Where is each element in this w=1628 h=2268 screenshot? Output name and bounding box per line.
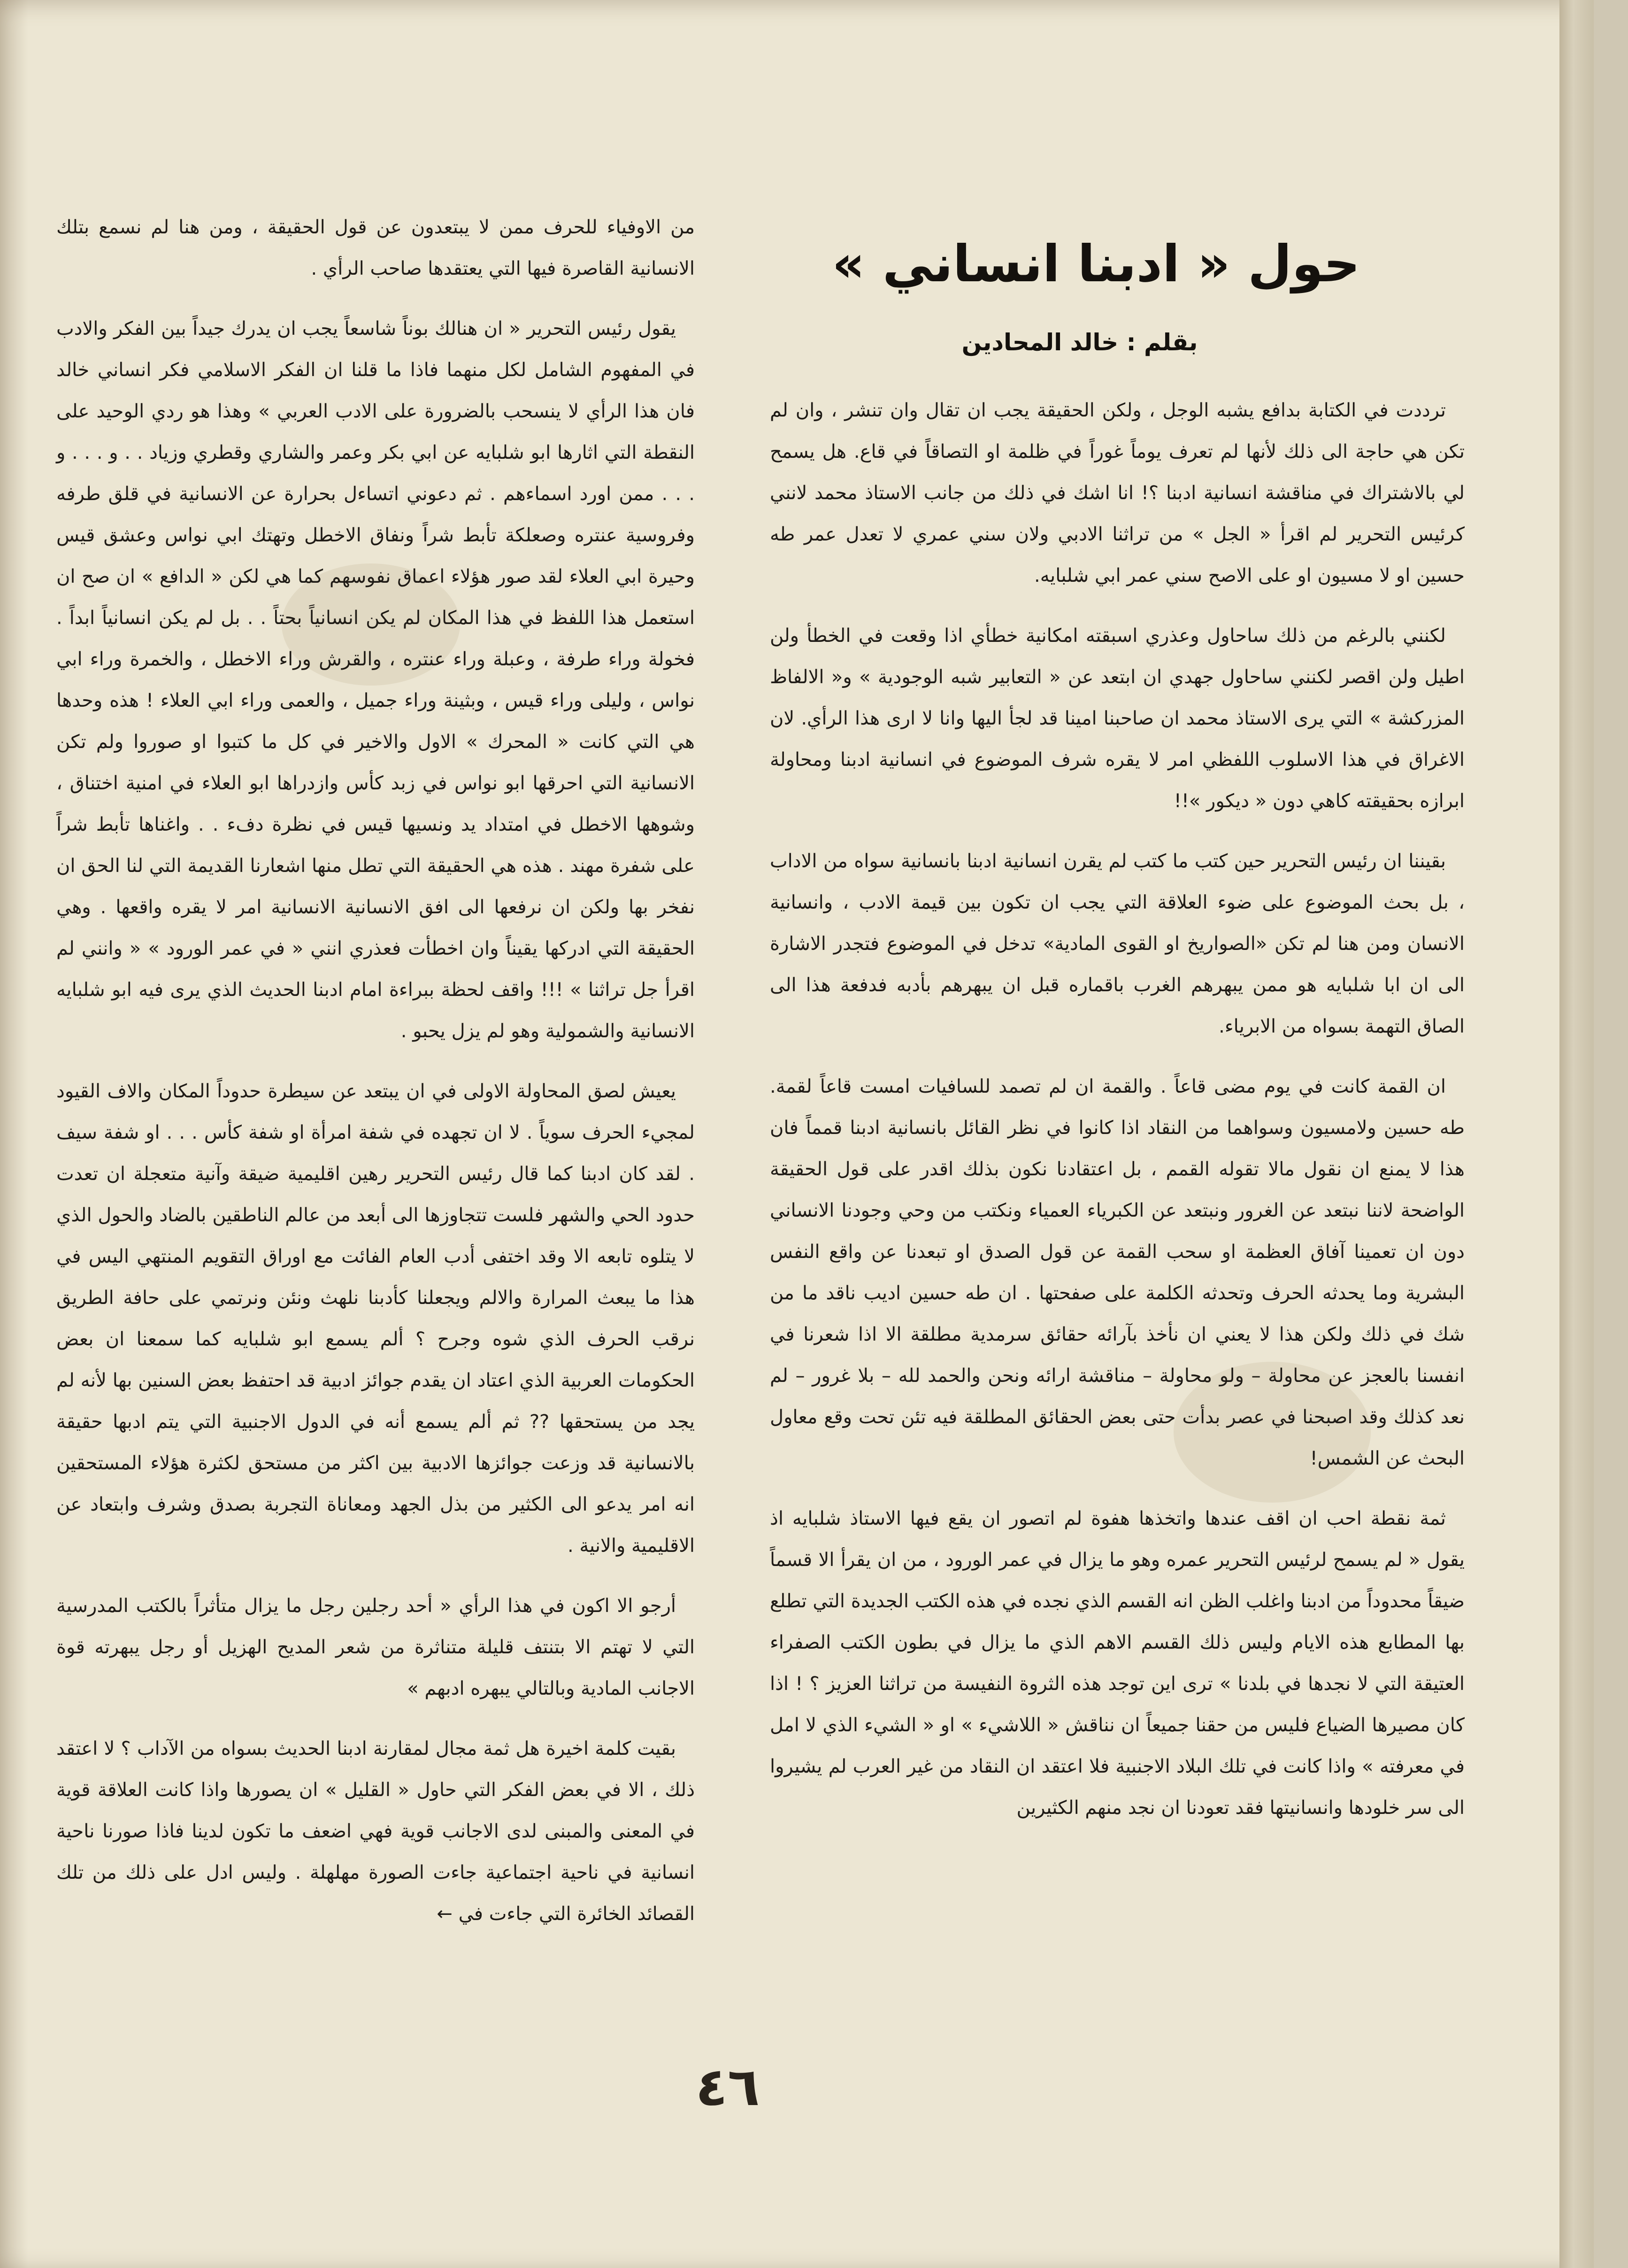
binding-shadow (0, 0, 28, 2268)
paragraph: بقيت كلمة اخيرة هل ثمة مجال لمقارنة ادبنا الحديث بسواه من الآداب ؟ لا اعتقد ذلك ، الا في بعض الفكر التي حاول « القليل » ان يصورها واذا كانت العلاقة قوية في المعنى والمبنى لدى الاجانب قوية فهي اضعف ما تكون لدينا فاذا صورنا ناحية انسانية في ناحية اجتماعية جاءت الصورة مهلهلة . وليس ادل على ذلك من تلك القصائد الخائرة التي جاءت في ← (56, 1738, 695, 1925)
paragraph: أرجو الا اكون في هذا الرأي « أحد رجلين رجل ما يزال متأثراً بالكتب المدرسية التي لا تهتم الا بتنتف قليلة متناثرة من شعر المديح الهزيل أو رجل يبهرته قوة الاجانب المادية وبالتالي يبهره ادبهم » (56, 1595, 695, 1699)
paragraph: من الاوفياء للحرف ممن لا يبتعدون عن قول الحقيقة ، ومن هنا لم نسمع بتلك الانسانية القاصرة فيها التي يعتقدها صاحب الرأي . (56, 216, 695, 279)
page-edge (1559, 0, 1594, 2268)
paragraph: لكنني بالرغم من ذلك ساحاول وعذري اسبقته امكانية خطأي اذا وقعت في الخطأ ولن اطيل ولن اقصر لكنني ساحاول جهدي ان ابتعد عن « التعابير شبه الوجودية » و« الالفاظ المزركشة » التي يرى الاستاذ محمد ان صاحبنا امينا قد لجأ اليها وانا لا ارى هذا الرأي. لان الاغراق في هذا الاسلوب اللفظي امر لا يقره شرف الموضوع في انسانية ادبنا ومحاولة ابرازه بحقيقته كاهي دون « ديكور »!! (770, 625, 1465, 812)
left-column (56, 207, 695, 1953)
paragraph: ترددت في الكتابة بدافع يشبه الوجل ، ولكن الحقيقة يجب ان تقال وان تنشر ، وان لم تكن هي حاجة الى ذلك لأنها لم تعرف يوماً غوراً في ظلمة او التصاقاً في قاع. هل يسمح لي بالاشتراك في مناقشة انسانية ادبنا ؟! انا اشك في ذلك من جانب الاستاذ محمد لانني كرئيس التحرير لم اقرأ « الجل » من تراثنا الادبي ولان سني عمري لا تعدل عمر طه حسين او لا مسيون او على الاصح سني عمر ابي شلبايه. (770, 400, 1465, 586)
article-title: حول « ادبنا انساني » (832, 235, 1360, 293)
paragraph: يعيش لصق المحاولة الاولى في ان يبتعد عن سيطرة حدوداً المكان والاف القيود لمجيء الحرف سوياً . لا ان تجهده في شفة امرأة او شفة كأس . . . او شفة سيف . لقد كان ادبنا كما قال رئيس التحرير رهين اقليمية ضيقة وآنية متعجلة ان تعدت حدود الحي والشهر فلست تتجاوزها الى أبعد من عالم الناطقين بالضاد والحول الذي لا يتلوه تابعه الا وقد اختفى أدب العام الفائت مع اوراق التقويم المنتهي اليس في هذا ما يبعث المرارة والالم ويجعلنا كأدبنا نلهث ونئن ونرتمي على حافة الطريق نرقب الحرف الذي شوه وجرح ؟ ألم يسمع ابو شلبايه كما سمعنا ان بعض الحكومات العربية الذي اعتاد ان يقدم جوائز ادبية قد احتفظ بعض السنين بها لأنه لم يجد من يستحقها ?? ثم ألم يسمع أنه في الدول الاجنبية التي يتم ادبها حقيقة بالانسانية قد وزعت جوائزها الادبية بين اكثر من مستحق لكثرة هؤلاء المستحقين انه امر يدعو الى الكثير من بذل الجهد ومعاناة التجربة بصدق وشرف وابتعاد عن الاقليمية والانية . (56, 1080, 695, 1557)
paragraph: يقول رئيس التحرير « ان هنالك بوناً شاسعاً يجب ان يدرك جيداً بين الفكر والادب في المفهوم الشامل لكل منهما فاذا ما قلنا ان الفكر الاسلامي فكر انساني خالد فان هذا الرأي لا ينسحب بالضرورة على الادب العربي » وهذا هو ردي الوحيد على النقطة التي اثارها ابو شلبايه عن ابي بكر وعمر والشاري وقطري وزياد . . و . . . و . . . ممن اورد اسماءهم . ثم دعوني اتساءل بحرارة عن الانسانية في قلق طرفه وفروسية عنتره وصعلكة تأبط شراً ونفاق الاخطل وتهتك ابي نواس وعشق قيس وحيرة ابي العلاء لقد صور هؤلاء اعماق نفوسهم كما هي لكن « الدافع » ان صح ان استعمل هذا اللفظ في هذا المكان لم يكن انسانياً بحتاً . . بل لم يكن انسانياً ابداً . فخولة وراء طرفة ، وعبلة وراء عنتره ، والقرش وراء الاخطل ، والخمرة وراء ابي نواس ، وليلى وراء قيس ، وبثينة وراء جميل ، والعمى وراء ابي العلاء ! هذه وحدها هي التي كانت « المحرك » الاول والاخير في كل ما كتبوا او صوروا ولم تكن الانسانية التي احرقها ابو نواس في زبد كأس وازدراها ابو العلاء في امنية اختناق ، وشوهها الاخطل في امتداد يد ونسيها قيس في نظرة دفء . . واغناها تأبط شراً على شفرة مهند . هذه هي الحقيقة التي تطل منها اشعارنا القديمة التي لنا الحق ان نفخر بها ولكن ان نرفعها الى افق الانسانية الانسانية امر لا يقره واقعها . وهي الحقيقة التي ادركها يقيناً وان اخطأت فعذري انني « في عمر الورود » « وانني لم اقرأ جل تراثنا » !!! واقف لحظة ببراءة امام ادبنا الحديث الذي يرى فيه ابو شلبايه الانسانية والشمولية وهو لم يزل يحبو . (56, 318, 695, 1042)
article-byline: بقلم : خالد المحادين (961, 329, 1198, 356)
paragraph: ان القمة كانت في يوم مضى قاعاً . والقمة ان لم تصمد للسافيات امست قاعاً لقمة. طه حسين ولامسيون وسواهما من النقاد اذا كانوا في نظر القائل بانسانية ادبنا قمماً فان هذا لا يمنع ان نقول مالا تقوله القمم ، بل اعتقادنا نكون بذلك اقدر على قول الحقيقة الواضحة لاننا نبتعد عن الغرور ونبتعد عن الكبرياء العمياء ونكتب من وحي وجودنا الانساني دون ان تعمينا آفاق العظمة او سحب القمة عن قول الصدق او تبعدنا عن واقع النفس البشرية وما يحدثه الحرف وتحدثه الكلمة على صفحتها . ان طه حسين اديب ناقد ما من شك في ذلك ولكن هذا لا يعني ان نأخذ بآرائه حقائق سرمدية مطلقة الا اذا شعرنا في انفسنا بالعجز عن محاولة – ولو محاولة – مناقشة ارائه ونحن والحمد لله – بلا غرور – لم نعد كذلك وقد اصبحنا في عصر بدأت حتى بعض الحقائق المطلقة فيه تئن تحت وقع معاول البحث عن الشمس! (770, 1076, 1465, 1469)
right-column (770, 390, 1465, 1847)
paragraph: ثمة نقطة احب ان اقف عندها واتخذها هفوة لم اتصور ان يقع فيها الاستاذ شلبايه اذ يقول « لم يسمح لرئيس التحرير عمره وهو ما يزال في عمر الورود ، من ان يقرأ الا قسماً ضيقاً محدوداً من ادبنا واغلب الظن انه القسم الذي نجده في هذه الكتب الجديدة التي تطلع بها المطابع هذه الايام وليس ذلك القسم الاهم الذي ما يزال في بطون الكتب الصفراء العتيقة التي لا نجدها في بلدنا » ترى اين توجد هذه الثروة النفيسة من تراثنا العزيز ؟ ! اذا كان مصيرها الضياع فليس من حقنا جميعاً ان نناقش « اللاشيء » او « الشيء الذي لا امل في معرفته » واذا كانت في تلك البلاد الاجنبية فلا اعتقد ان النقاد من غير العرب لم يشيروا الى سر خلودها وانسانيتها فقد تعودنا ان نجد منهم الكثيرين (770, 1508, 1465, 1819)
paragraph: بقيننا ان رئيس التحرير حين كتب ما كتب لم يقرن انسانية ادبنا بانسانية سواه من الاداب ، بل بحث الموضوع على ضوء العلاقة التي يجب ان تكون بين قيمة الادب ، وانسانية الانسان ومن هنا لم تكن «الصواريخ او القوى المادية» تدخل في الموضوع فتجدر الاشارة الى ان ابا شلبايه هو ممن يبهرهم الغرب باقماره قبل ان يبهرهم بأدبه فدفعة هذا الى الصاق التهمة بسواه من الابرياء. (770, 850, 1465, 1037)
page-number: ٤٦ (695, 2057, 760, 2118)
